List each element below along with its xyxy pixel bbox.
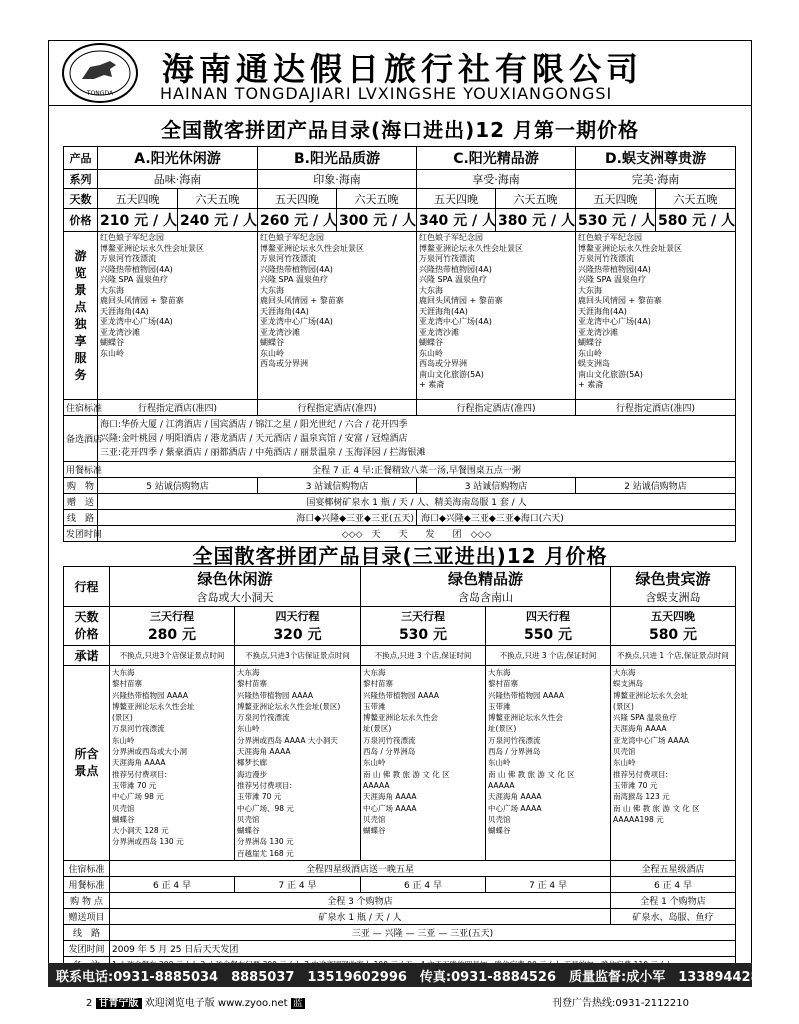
company-title: 海南通达假日旅行社有限公司: [162, 50, 644, 88]
sight-item: AAAAA198 元: [613, 814, 664, 824]
sight-item: 推荐另付费项目:: [237, 780, 293, 790]
col4-promise: 不换点,只进 3 个店,保证时间: [486, 646, 611, 666]
label-series: 系列: [64, 170, 98, 189]
sight-item: 鹿回头风情园 + 黎苗寨: [578, 296, 662, 305]
sight-item: 鹿回头风情园 + 黎苗寨: [260, 296, 344, 305]
sight-item: 中心广场 AAAA: [488, 803, 542, 813]
label-days: 天数: [64, 189, 98, 209]
sight-item: 万泉河竹筏漂流: [419, 254, 476, 263]
price-b-6: 300 元 / 人: [337, 209, 417, 232]
days-d-5: 五天四晚: [576, 189, 656, 209]
sight-item: 贝壳馆: [112, 803, 135, 813]
sight-item: 蝴蝶谷: [488, 826, 511, 836]
series-b: 印象·海南: [258, 170, 417, 189]
sight-item: 博鳌亚洲论坛永久性会: [488, 713, 563, 723]
sights-a: [98, 232, 258, 400]
sight-item: 博鳌亚洲论坛永久会址: [613, 690, 689, 700]
label-itinerary: 行程: [64, 567, 110, 607]
section1-title: 全国散客拼团产品目录(海口进出)12 月第一期价格: [160, 118, 640, 142]
group3-name: 绿色贵宾游: [635, 570, 711, 588]
sight-item: 蝴蝶谷: [112, 814, 135, 824]
col3-meal: 6 正 4 早: [361, 877, 486, 893]
contact-bar: 联系电话:0931-8885034 8885037 13519602996 传真:0931-8884526 质量监督:成小军 13389442838: [48, 963, 752, 987]
section2-title: 全国散客拼团产品目录(三亚进出)12 月价格: [192, 544, 608, 568]
sight-item: 大小洞天 128 元: [112, 826, 169, 836]
hotel-a: 行程指定酒店(准四): [98, 400, 258, 416]
sight-item: 亚龙湾中心广场(4A): [260, 317, 333, 326]
col1-sights: [110, 666, 235, 861]
sight-item: 玉带滩 70 元: [613, 780, 658, 790]
shop-1: 全程 1 个购物店: [611, 893, 736, 909]
label-product: 产品: [64, 147, 98, 170]
sight-item: + 素斋: [419, 380, 445, 389]
sights-b: [258, 232, 417, 400]
sight-item: 百越崖尤 168 元: [237, 848, 294, 858]
shop-b: 3 站诚信购物店: [258, 478, 417, 494]
sight-item: 海边漫步: [237, 769, 267, 779]
sight-item: 东山岭: [419, 348, 444, 358]
logo-text: TONGDA: [86, 90, 114, 97]
price-a-5: 210 元 / 人: [98, 209, 178, 232]
label-hotel2: 住宿标准: [64, 861, 110, 877]
sight-item: 兴隆热带植物园(4A): [260, 264, 333, 274]
days-c-5: 五天四晚: [417, 189, 496, 209]
sight-item: 蝴蝶谷: [363, 826, 386, 836]
sight-item: 天涯海角 AAAA: [112, 758, 166, 768]
sight-item: 天涯海角 AAAA: [237, 747, 291, 757]
sight-item: 鹿回头风情园 + 黎苗寨: [100, 296, 184, 305]
sight-item: AAAAA: [363, 780, 390, 790]
gift-vip: 矿泉水、岛服、鱼疗: [611, 909, 736, 925]
hotel-d: 行程指定酒店(准四): [576, 400, 736, 416]
price-c-6: 380 元 / 人: [496, 209, 576, 232]
meal-text: 全程 7 正 4 早:正餐精致八菜一汤,早餐围桌五点一粥: [98, 462, 736, 478]
sight-item: 天涯海角(4A): [260, 306, 309, 316]
company-subtitle: HAINAN TONGDAJIARI LVXINGSHE YOUXIANGONGSI: [160, 84, 613, 103]
route-5day: 海口◆兴隆◆三亚◆三亚(五天): [98, 510, 417, 526]
label-route: 线 路: [64, 510, 98, 526]
sight-item: 南 山 佛 教 旅 游 文 化 区: [363, 769, 450, 779]
sight-item: 大东海: [100, 285, 124, 295]
group1-name: 绿色休闲游: [197, 570, 273, 588]
sight-item: 兴隆 SPA 温泉鱼疗: [419, 275, 487, 284]
col2-price: 320 元: [273, 627, 322, 643]
sight-item: AAAAA: [488, 780, 515, 790]
sight-item: 红色娘子军纪念园: [578, 233, 643, 242]
label-hotel: 住宿标准: [64, 400, 98, 416]
col1-price: 280 元: [147, 627, 197, 643]
sight-item: 蝴蝶谷: [100, 338, 124, 347]
col5-meal: 6 正 4 早: [611, 877, 736, 893]
sight-item: 博鳌亚洲论坛永久性会址景区: [100, 243, 204, 253]
ad-hotline: 刊登广告热线:0931-2112210: [552, 998, 689, 1009]
route-6day: 海口◆兴隆◆三亚◆三亚◆海口(六天): [417, 510, 736, 526]
sight-item: 东山岭: [237, 724, 260, 734]
sight-item: 蝴蝶谷: [419, 338, 444, 347]
col4-meal: 7 正 4 早: [486, 877, 611, 893]
series-d: 完美·海南: [576, 170, 736, 189]
sight-item: 天涯海角(4A): [100, 306, 149, 316]
product-a-name: A.阳光休闲游: [98, 147, 258, 170]
gift-water: 矿泉水 1 瓶 / 天 / 人: [110, 909, 611, 925]
col2-days: 四天行程: [275, 610, 320, 623]
product-c-name: C.阳光精品游: [417, 147, 576, 170]
col2-sights: [235, 666, 361, 861]
sight-item: 兴隆 SPA 温泉鱼疗: [613, 713, 677, 723]
col4-sights: [486, 666, 611, 861]
col3-promise: 不换点,只进 3 个店,保证时间: [361, 646, 486, 666]
sight-item: 大东海: [112, 668, 135, 677]
shop-c: 3 站诚信购物店: [417, 478, 576, 494]
depart-text: ◇◇◇ 天 天 发 团 ◇◇◇: [98, 526, 736, 542]
sight-item: 兴隆热带植物园 AAAA: [488, 690, 565, 700]
sight-item: 兴隆热带植物园(4A): [100, 264, 173, 274]
col5-sights: [611, 666, 736, 861]
sight-item: + 素斋: [578, 380, 604, 389]
sight-item: 东山岭: [613, 758, 636, 768]
sight-item: 推荐另付费项目:: [613, 769, 669, 779]
alt-hotel-xinglong: 兴隆:金叶桃园 / 明阳酒店 / 港龙酒店 / 天元酒店 / 温泉宾馆 / 安富 / 冠煌酒店: [100, 433, 408, 444]
sight-item: 红色娘子军纪念园: [100, 233, 164, 242]
sight-item: 博鳌亚洲论坛永久性会: [363, 713, 438, 723]
sight-item: (景区): [112, 713, 133, 723]
label-sights: 游 览 景 点 独 享 服 务: [64, 232, 98, 400]
sight-item: 大东海: [237, 668, 260, 677]
sight-item: 天涯海角(4A): [578, 306, 627, 316]
sight-item: 兴隆 SPA 温泉鱼疗: [260, 275, 328, 284]
color-tag: 蓝: [292, 998, 303, 1009]
sight-item: 大东海: [419, 285, 444, 295]
hotel-c: 行程指定酒店(准四): [417, 400, 576, 416]
sight-item: 东山岭: [578, 348, 603, 358]
shop-a: 5 站诚信购物店: [98, 478, 258, 494]
sight-item: 中心广场、98 元: [237, 803, 294, 813]
sight-item: 红色娘子军纪念园: [260, 233, 325, 242]
sanya-table: [63, 566, 736, 973]
label-shop: 购 物: [64, 478, 98, 494]
col5-price: 580 元: [648, 627, 698, 643]
label-meal: 用餐标准: [64, 462, 98, 478]
sights-c: [417, 232, 576, 400]
sight-item: 天涯海角 AAAA: [488, 792, 542, 802]
sight-item: 万泉河竹筏漂流: [260, 254, 317, 263]
page-number: 2: [86, 998, 93, 1009]
sight-item: 蜈支洲岛: [578, 359, 611, 368]
col4-price: 550 元: [523, 627, 573, 643]
sight-item: 南湾猴岛 123 元: [613, 792, 670, 802]
sight-item: 贝壳馆: [613, 747, 636, 757]
sight-item: 蝴蝶谷: [578, 338, 603, 347]
product-b-name: B.阳光品质游: [258, 147, 417, 170]
col1-days: 三天行程: [150, 610, 194, 623]
sight-item: 东山岭: [100, 348, 124, 358]
sight-item: 贝壳馆: [363, 814, 386, 824]
sight-item: 博鳌亚洲论坛永久性会址: [112, 701, 195, 711]
days-b-6: 六天五晚: [337, 189, 417, 209]
depart2-text: 2009 年 5 月 25 日后天天发团: [110, 941, 736, 957]
label-route2: 线 路: [64, 925, 110, 941]
sight-item: 黎村苗寨: [363, 679, 393, 689]
sight-item: 址(景区): [488, 724, 517, 734]
sight-item: 大东海: [260, 285, 285, 295]
sight-item: 博鳌亚洲论坛永久性会址景区: [578, 243, 683, 253]
sight-item: 亚龙湾中心广场(4A): [419, 317, 492, 326]
sight-item: 西岛 / 分界洲岛: [363, 747, 416, 757]
sight-item: 推荐另付费项目:: [112, 769, 168, 779]
sight-item: 分界洲或西岛或大小洞: [112, 747, 187, 757]
sight-item: 大东海: [613, 668, 636, 677]
sight-item: 分界洲或西岛 130 元: [112, 837, 184, 847]
sight-item: 万泉河竹筏漂流: [100, 254, 156, 263]
sight-item: 蝴蝶谷: [237, 826, 260, 836]
sight-item: 亚龙湾沙滩: [419, 327, 460, 337]
sight-item: 西岛或分界洲: [260, 359, 309, 368]
sight-item: 大东海: [578, 285, 603, 295]
sight-item: 中心广场 AAAA: [363, 803, 417, 813]
col3-price: 530 元: [398, 627, 448, 643]
sight-item: 址(景区): [363, 724, 392, 734]
sight-item: 万泉河竹筏漂流: [363, 735, 416, 745]
alt-hotel-sanya: 三亚:花开四季 / 紫豪酒店 / 丽都酒店 / 中苑酒店 / 丽景温泉 / 玉海泽园 / 拦海银滩: [100, 447, 426, 458]
group2-sub: 含岛含南山: [458, 591, 513, 604]
days-b-5: 五天四晚: [258, 189, 337, 209]
sight-item: 贝壳馆: [488, 814, 511, 824]
price-d-5: 530 元 / 人: [576, 209, 656, 232]
sight-item: 兴隆热带植物园 AAAA: [112, 690, 189, 700]
group2-name: 绿色精品游: [448, 570, 524, 588]
label-gift: 赠 送: [64, 494, 98, 510]
sight-item: 兴隆热带植物园 AAAA: [363, 690, 440, 700]
days-a-6: 六天五晚: [178, 189, 258, 209]
sight-item: 黎村苗寨: [237, 679, 267, 689]
label-depart: 发团时间: [64, 526, 98, 542]
price-d-6: 580 元 / 人: [656, 209, 736, 232]
sight-item: 中心广场 98 元: [112, 792, 164, 802]
hotel-4star: 全程四星级酒店送一晚五星: [110, 861, 611, 877]
sight-item: 南山文化旅游(5A): [419, 369, 484, 379]
label-days-price: 天数 价格: [64, 607, 110, 646]
label-sights2: 所含 景点: [64, 666, 110, 861]
sight-item: 分界洲岛 130 元: [237, 837, 294, 847]
label-alt-hotel: 备选酒店: [64, 416, 98, 462]
sight-item: 玉带滩: [488, 701, 511, 711]
sight-item: 东山岭: [488, 758, 511, 768]
sight-item: 兴隆热带植物园 AAAA: [237, 690, 314, 700]
alt-hotel-haikou: 海口:华侨大厦 / 江湾酒店 / 国宾酒店 / 锦江之星 / 阳光世纪 / 六合 / 花开四季: [100, 419, 408, 430]
sight-item: 博鳌亚洲论坛永久性会址(景区): [237, 701, 341, 711]
series-a: 品味·海南: [98, 170, 258, 189]
sight-item: 西岛 / 分界洲岛: [488, 747, 541, 757]
sight-item: 亚龙湾中心广场(4A): [578, 317, 651, 326]
series-c: 享受·海南: [417, 170, 576, 189]
sight-item: 红色娘子军纪念园: [419, 233, 484, 242]
sight-item: 蝴蝶谷: [260, 338, 285, 347]
sight-item: 大东海: [488, 668, 511, 677]
days-d-6: 六天五晚: [656, 189, 736, 209]
sight-item: 南山文化旅游(5A): [578, 369, 643, 379]
sight-item: 亚龙湾中心广场(4A): [100, 317, 173, 326]
sight-item: 东山岭: [260, 348, 285, 358]
sight-item: 兴隆热带植物园(4A): [419, 264, 492, 274]
sight-item: 玉带滩 70 元: [112, 780, 157, 790]
sight-item: 黎村苗寨: [488, 679, 518, 689]
sight-item: 兴隆 SPA 温泉鱼疗: [578, 275, 646, 284]
sight-item: 西岛或分界洲: [419, 359, 468, 368]
product-d-name: D.蜈支洲尊贵游: [576, 147, 736, 170]
days-a-5: 五天四晚: [98, 189, 178, 209]
sight-item: 天涯海角 AAAA: [363, 792, 417, 802]
sight-item: 玉带滩 70 元: [237, 792, 282, 802]
label-price: 价格: [64, 209, 98, 232]
sight-item: 博鳌亚洲论坛永久性会址景区: [419, 243, 524, 253]
group1-sub: 含岛或大小洞天: [196, 591, 274, 604]
sight-item: 亚龙湾沙滩: [578, 327, 619, 337]
edition-badge: 甘青宁版: [96, 998, 142, 1009]
col3-sights: [361, 666, 486, 861]
company-logo: [62, 43, 138, 103]
price-a-6: 240 元 / 人: [178, 209, 258, 232]
col1-promise: 不换点,只进3个店保证景点时间: [110, 646, 235, 666]
sight-item: 亚龙湾沙滩: [100, 327, 140, 337]
price-b-5: 260 元 / 人: [258, 209, 337, 232]
col5-promise: 不换点,只进 1 个店,保证景点时间: [611, 646, 736, 666]
col1-meal: 6 正 4 早: [110, 877, 235, 893]
sight-item: 万泉河竹筏漂流: [488, 735, 541, 745]
sight-item: 兴隆 SPA 温泉鱼疗: [100, 275, 168, 284]
shop-3: 全程 3 个购物店: [110, 893, 611, 909]
sight-item: 大东海: [363, 668, 386, 677]
sight-item: 万泉河竹筏漂流: [237, 713, 290, 723]
hotel-b: 行程指定酒店(准四): [258, 400, 417, 416]
sight-item: 东山岭: [112, 735, 135, 745]
horse-logo-icon: [64, 45, 136, 101]
days-c-6: 六天五晚: [496, 189, 576, 209]
sight-item: 椰梦长廊: [237, 758, 267, 768]
sight-item: 亚龙湾中心广场 AAAA: [613, 735, 690, 745]
sight-item: 黎村苗寨: [112, 679, 142, 689]
col4-days: 四天行程: [526, 610, 570, 623]
shop-d: 2 站诚信购物店: [576, 478, 736, 494]
label-promise: 承诺: [64, 646, 110, 666]
label-gift2: 赠送项目: [64, 909, 110, 925]
col5-days: 五天四晚: [651, 610, 696, 623]
label-shop2: 购 物 点: [64, 893, 110, 909]
sight-item: 鹿回头风情园 + 黎苗寨: [419, 296, 503, 305]
group3-sub: 含蜈支洲岛: [645, 591, 701, 604]
label-depart2: 发团时间: [64, 941, 110, 957]
col3-days: 三天行程: [401, 610, 445, 623]
sight-item: 博鳌亚洲论坛永久性会址景区: [260, 243, 365, 253]
col2-promise: 不换点,只进3个店保证景点时间: [235, 646, 361, 666]
sight-item: 南 山 佛 教 旅 游 文 化 区: [488, 769, 575, 779]
sight-item: 万泉河竹筏漂流: [112, 724, 165, 734]
sight-item: 天涯海角(4A): [419, 306, 468, 316]
sight-item: 贝壳馆: [237, 814, 260, 824]
hotel-5star: 全程五星级酒店: [611, 861, 736, 877]
sight-item: (景区): [613, 701, 634, 711]
sight-item: 南 山 佛 教 旅 游 文 化 区: [613, 803, 700, 813]
sight-item: 分界洲或西岛 AAAA 大小洞天: [237, 735, 338, 745]
gift-text: 国宴椰树矿泉水 1 瓶 / 天 / 人、精美海南岛服 1 套 / 人: [98, 494, 736, 510]
sight-item: 万泉河竹筏漂流: [578, 254, 635, 263]
sight-item: 玉带滩: [363, 701, 386, 711]
col2-meal: 7 正 4 早: [235, 877, 361, 893]
sight-item: 亚龙湾沙滩: [260, 327, 301, 337]
page-footer: [86, 994, 305, 1009]
route2-text: 三亚 — 兴隆 — 三亚 — 三亚(五天): [110, 925, 736, 941]
sight-item: 蜈支洲岛: [613, 679, 644, 689]
sight-item: 东山岭: [363, 758, 386, 768]
welcome-text: 欢迎浏览电子版 www.zyoo.net: [144, 998, 288, 1009]
label-meal2: 用餐标准: [64, 877, 110, 893]
sights-d: [576, 232, 736, 400]
sight-item: 天涯海角 AAAA: [613, 724, 667, 734]
sight-item: 兴隆热带植物园(4A): [578, 264, 651, 274]
haikou-table: [63, 146, 736, 542]
price-c-5: 340 元 / 人: [417, 209, 496, 232]
